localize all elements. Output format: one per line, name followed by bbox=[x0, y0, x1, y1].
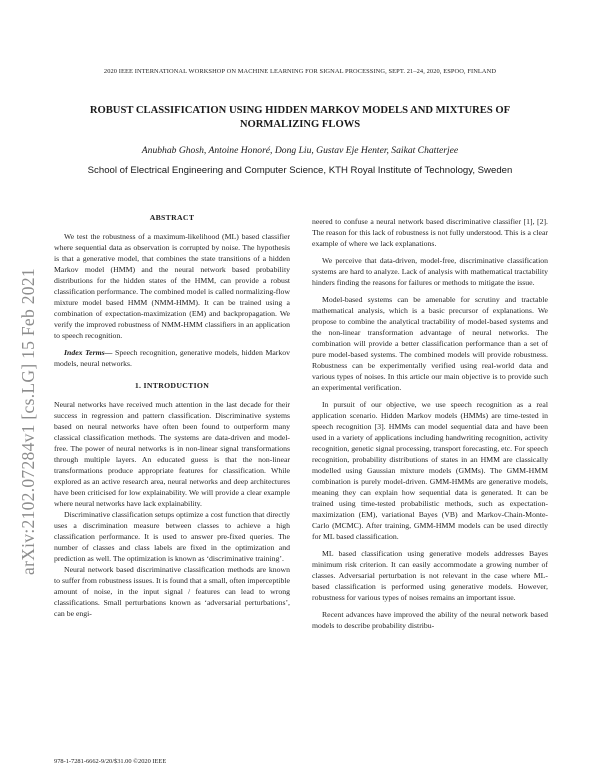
intro-paragraph: Neural networks have received much attention in the last decade for their success in regression and pattern classification. Discriminative systems based on neural networks have often been found to outperform many classical classification methods. The systems are data-driven and model-free. The power of neural networks is in non-linear signal transformations through multiple layers. An educated guess is that the non-linear transformations produce appropriate features for classification. While explored as an active research area, neural networks and deep architectures have been criticised for low explainability. We will provide a clear example where neural networks have lack explainability. bbox=[54, 400, 290, 508]
abstract-heading: ABSTRACT bbox=[149, 213, 195, 222]
arxiv-identifier[interactable]: arXiv:2102.07284v1 [cs.LG] 15 Feb 2021 bbox=[18, 268, 38, 575]
index-terms bbox=[54, 347, 290, 369]
index-terms-label: Index Terms— bbox=[64, 348, 113, 357]
intro-paragraph: ML based classification using generative models addresses Bayes minimum risk criterion. It can easily accommodate a growing number of classes. Adversarial perturbation is not relevant in the case where ML-based classification is performed using generative models. However, robustness for various types of noises remains an important issue. bbox=[312, 549, 548, 602]
index-terms-text: Speech recognition, generative models, hidden Markov models, neural networks. bbox=[54, 348, 290, 368]
right-column bbox=[312, 216, 548, 631]
affiliation: School of Electrical Engineering and Computer Science, KTH Royal Institute of Technology, Sweden bbox=[87, 165, 513, 176]
intro-paragraph: Recent advances have improved the ability of the neural network based models to describe probability distribu- bbox=[312, 610, 548, 630]
intro-paragraph: Discriminative classification setups optimize a cost function that directly uses a discrimination measure between classes to achieve a high classification performance. It is used to answer pre-fixed queries. The number of classes and class labels are fixed in the optimization and prediction as well. The optimization is known as ‘discriminative training’. bbox=[54, 510, 290, 563]
conference-header: 2020 IEEE INTERNATIONAL WORKSHOP ON MACHINE LEARNING FOR SIGNAL PROCESSING, SEPT. 21–24, 2020, ESPOO, FINLAND bbox=[103, 68, 497, 75]
intro-continuation: neered to confuse a neural network based discriminative classifier [1], [2]. The reason for this lack of robustness is not fully understood. This is a clear example of where we lack explanations. bbox=[312, 217, 548, 248]
intro-paragraph: In pursuit of our objective, we use speech recognition as a real application scenario. Hidden Markov models (HMMs) are time-tested in speech recognition [3]. HMMs can model sequential data and have been used in a variety of applications including handwriting recognition, activity recognition, genetic signal processing, transport forecasting, etc. For speech recognition, probability distributions of states in an HMM are classically modelled using Gaussian mixture models (GMMs). The GMM-HMM combination is purely model-driven. GMM-HMMs are generative models, meaning they can explain how sequential data is generated. It can be trained using time-tested probabilistic methods, such as expectation-maximization (EM), variational Bayes (VB) and Markov-Chain-Monte-Carlo (MCMC). After training, GMM-HMM models can be used directly for ML based classification. bbox=[312, 400, 548, 541]
intro-paragraph: Model-based systems can be amenable for scrutiny and tractable mathematical analysis, which is a basic precursor of explanations. We propose to combine the analytical tractability of model-based systems and the non-linear transformation advantage of neural networks. The combination will provide a better classification performance than a set of pure model-based systems. The combined models will provide robustness. Robustness can be experimentally verified using real-world data and various types of noises. In this article our main objective is to provide such an experimental verification. bbox=[312, 295, 548, 392]
intro-paragraph: Neural network based discriminative classification methods are known to suffer from robustness issues. It is found that a small, often imperceptible amount of noise, in the input signal / features can lead to wrong classifications. Small perturbations known as ‘adversarial perturbations’, can be engi- bbox=[54, 565, 290, 618]
paper-title: ROBUST CLASSIFICATION USING HIDDEN MARKOV MODELS AND MIXTURES OF NORMALIZING FLOWS bbox=[89, 105, 511, 130]
introduction-heading: 1. INTRODUCTION bbox=[134, 381, 210, 390]
intro-paragraph: We perceive that data-driven, model-free, discriminative classification systems are hard to analyze. Lack of analysis with mathematical tractability hinders finding the reasons for failures or methods to mitigate the issue. bbox=[312, 256, 548, 287]
left-column bbox=[54, 212, 290, 619]
abstract-text: We test the robustness of a maximum-likelihood (ML) based classifier where sequential data as observation is corrupted by noise. The hypothesis is that a generative model, that combines the state transitions of a hidden Markov model (HMM) and the neural network based probability distributions for the hidden states of the HMM, can provide a robust classification performance. The combined model is called normalizing-flow mixture model based HMM (NMM-HMM). It can be trained using a combination of expectation-maximization (EM) and backpropagation. We verify the improved robustness of NMM-HMM classifiers in an application to speech recognition. bbox=[54, 232, 290, 340]
author-list: Anubhab Ghosh, Antoine Honoré, Dong Liu, Gustav Eje Henter, Saikat Chatterjee bbox=[141, 145, 459, 156]
footer-isbn: 978-1-7281-6662-9/20/$31.00 ©2020 IEEE bbox=[54, 758, 167, 765]
abstract-section bbox=[54, 212, 290, 341]
